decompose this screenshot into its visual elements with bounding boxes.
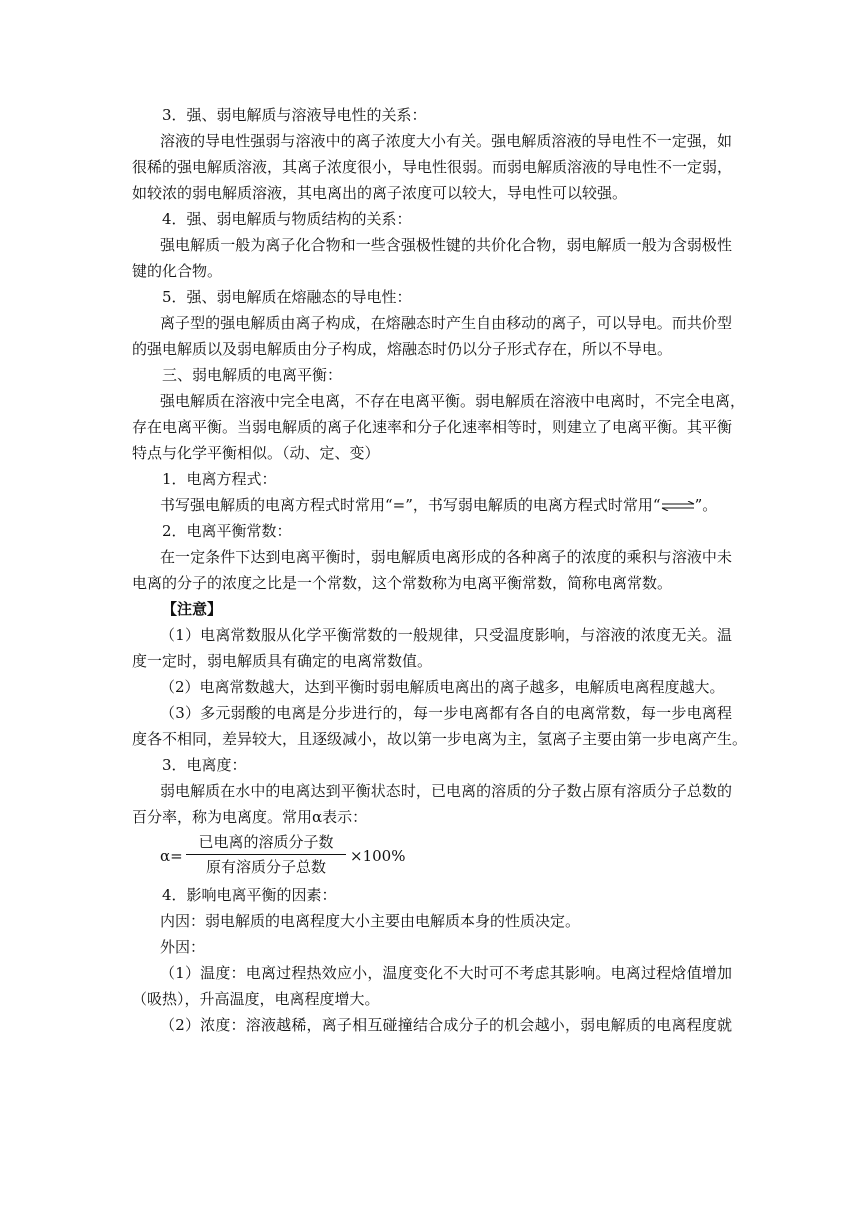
note-2: （2）电离常数越大，达到平衡时弱电解质电离出的离子越多，电解质电离程度越大。 (160, 678, 725, 696)
note-3 (132, 700, 748, 752)
formula-fraction (186, 830, 346, 879)
text-line: 度一定时，弱电解质具有确定的电离常数值。 (132, 652, 433, 670)
formula-lhs: α= (160, 847, 183, 865)
note-1 (132, 622, 732, 674)
subsection-3-paragraph (132, 778, 732, 830)
text-line: （3）多元弱酸的电离是分步进行的，每一步电离都有各自的电离常数，每一步电离程 (160, 704, 732, 722)
part-3-paragraph (132, 388, 746, 466)
equilibrium-arrow-icon (661, 501, 695, 511)
document-content (132, 102, 748, 1038)
text-line: （1）温度：电离过程热效应小，温度变化不大时可不考虑其影响。电离过程焓值增加 (160, 964, 732, 982)
text-line: 在一定条件下达到电离平衡时，弱电解质电离形成的各种离子的浓度的乘积与溶液中未 (160, 548, 732, 566)
text-line: （吸热），升高温度，电离程度增大。 (132, 990, 380, 1008)
formula-numerator: 已电离的溶质分子数 (186, 830, 346, 855)
section-5-title: 5．强、弱电解质在熔融态的导电性： (162, 288, 412, 306)
subsection-3-title: 3．电离度： (162, 756, 247, 774)
section-5-paragraph (132, 310, 732, 362)
text-line: 键的化合物。 (132, 262, 223, 280)
section-4-paragraph (132, 232, 732, 284)
text-line: 电离的分子的浓度之比是一个常数，这个常数称为电离平衡常数，简称电离常数。 (132, 574, 673, 592)
text-line: （2）浓度：溶液越稀，离子相互碰撞结合成分子的机会越小，弱电解质的电离程度就 (160, 1016, 732, 1034)
text-line: 如较浓的弱电解质溶液，其电离出的离子浓度可以较大，导电性可以较强。 (132, 184, 628, 202)
subsection-2-title: 2．电离平衡常数： (162, 522, 292, 540)
text-line: 强电解质在溶液中完全电离，不存在电离平衡。弱电解质在溶液中电离时，不完全电离， (160, 392, 746, 410)
text-line: 的强电解质以及弱电解质由分子构成，熔融态时仍以分子形式存在，所以不导电。 (132, 340, 673, 358)
ionization-equation-line (160, 492, 732, 518)
text-line: 度各不相同，差异较大，且逐级减小，故以第一步电离为主，氢离子主要由第一步电离产生。 (132, 730, 748, 748)
formula-rhs: ×100% (350, 847, 406, 865)
temperature-factor (132, 960, 732, 1012)
section-3-title: 3．强、弱电解质与溶液导电性的关系： (162, 106, 427, 124)
concentration-factor (132, 1012, 732, 1038)
ionization-degree-formula (160, 830, 732, 882)
subsection-1-title: 1．电离方程式： (162, 470, 277, 488)
text-line: 强电解质一般为离子化合物和一些含强极性键的共价化合物，弱电解质一般为含弱极性 (160, 236, 732, 254)
text-line: 很稀的强电解质溶液，其离子浓度很小，导电性很弱。而弱电解质溶液的导电性不一定弱， (132, 158, 733, 176)
text-line: 特点与化学平衡相似。（动、定、变） (132, 444, 380, 462)
subsection-2-paragraph (132, 544, 732, 596)
section-3-paragraph (132, 128, 732, 206)
text-line: 弱电解质在水中的电离达到平衡状态时，已电离的溶质的分子数占原有溶质分子总数的 (160, 782, 732, 800)
equation-text-a: 书写强电解质的电离方程式时常用“=”，书写弱电解质的电离方程式时常用“ (160, 496, 661, 514)
text-line: 离子型的强电解质由离子构成，在熔融态时产生自由移动的离子，可以导电。而共价型 (160, 314, 732, 332)
internal-factor: 内因：弱电解质的电离程度大小主要由电解质本身的性质决定。 (160, 912, 581, 930)
equation-text-b: ”。 (694, 496, 718, 514)
external-factor: 外因： (160, 938, 206, 956)
text-line: 溶液的导电性强弱与溶液中的离子浓度大小有关。强电解质溶液的导电性不一定强，如 (160, 132, 732, 150)
note-title: 【注意】 (162, 600, 223, 618)
section-4-title: 4．强、弱电解质与物质结构的关系： (162, 210, 412, 228)
part-3-title: 三、弱电解质的电离平衡： (162, 366, 343, 384)
text-line: （1）电离常数服从化学平衡常数的一般规律，只受温度影响，与溶液的浓度无关。温 (160, 626, 732, 644)
formula-denominator: 原有溶质分子总数 (205, 858, 326, 876)
text-line: 百分率，称为电离度。常用α表示： (132, 808, 368, 826)
subsection-4-title: 4．影响电离平衡的因素： (162, 886, 337, 904)
text-line: 存在电离平衡。当弱电解质的离子化速率和分子化速率相等时，则建立了电离平衡。其平衡 (132, 418, 733, 436)
